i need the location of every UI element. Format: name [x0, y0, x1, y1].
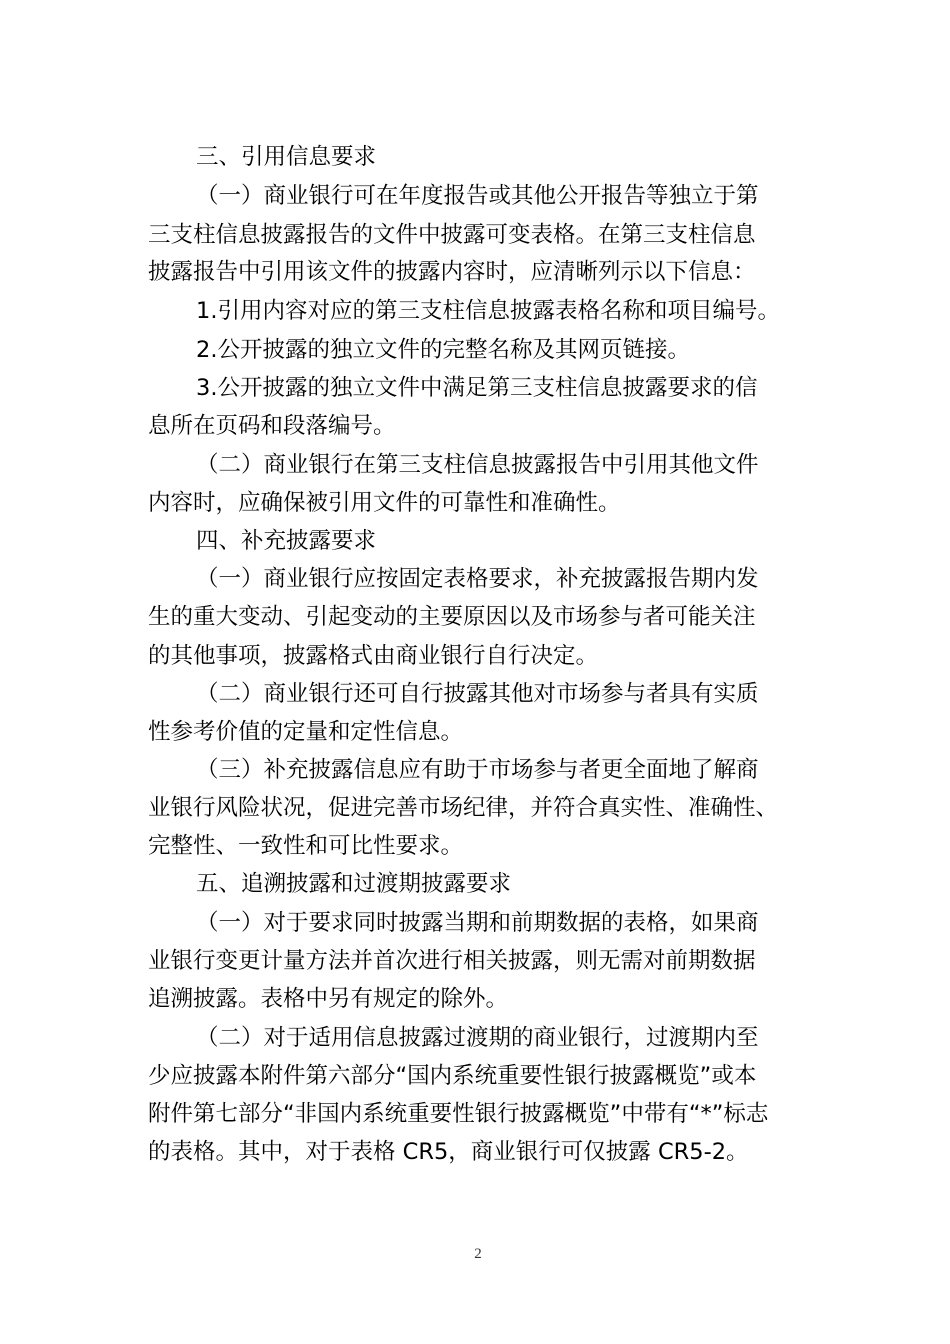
paragraph-line: （三）补充披露信息应有助于市场参与者更全面地了解商: [196, 757, 759, 783]
paragraph-line: （二）商业银行在第三支柱信息披露报告中引用其他文件: [196, 452, 759, 478]
paragraph-line: 性参考价值的定量和定性信息。: [148, 719, 464, 745]
list-item: 1.引用内容对应的第三支柱信息披露表格名称和项目编号。: [196, 298, 780, 324]
section-heading: 四、补充披露要求: [196, 528, 377, 554]
paragraph-line: 生的重大变动、引起变动的主要原因以及市场参与者可能关注: [148, 604, 756, 630]
paragraph-line: 附件第七部分“非国内系统重要性银行披露概览”中带有“*”标志: [148, 1101, 769, 1127]
paragraph-line: （二）商业银行还可自行披露其他对市场参与者具有实质: [196, 681, 759, 707]
paragraph-line: 业银行变更计量方法并首次进行相关披露，则无需对前期数据: [148, 948, 756, 974]
section-heading: 三、引用信息要求: [196, 144, 377, 170]
paragraph-line: 追溯披露。表格中另有规定的除外。: [148, 986, 509, 1012]
paragraph-line: 息所在页码和段落编号。: [148, 413, 396, 439]
paragraph-line: 三支柱信息披露报告的文件中披露可变表格。在第三支柱信息: [148, 222, 756, 248]
paragraph-line: 完整性、一致性和可比性要求。: [148, 833, 464, 859]
list-item: 3.公开披露的独立文件中满足第三支柱信息披露要求的信: [196, 375, 758, 401]
paragraph-line: 的其他事项，披露格式由商业银行自行决定。: [148, 643, 599, 669]
section-heading: 五、追溯披露和过渡期披露要求: [196, 871, 512, 897]
paragraph-line: （一）商业银行应按固定表格要求，补充披露报告期内发: [196, 566, 759, 592]
list-item: 2.公开披露的独立文件的完整名称及其网页链接。: [196, 337, 690, 363]
page-number: 2: [474, 1246, 482, 1262]
paragraph-line: 的表格。其中，对于表格 CR5，商业银行可仅披露 CR5-2。: [148, 1139, 749, 1165]
paragraph-line: 披露报告中引用该文件的披露内容时，应清晰列示以下信息：: [148, 259, 756, 285]
paragraph-line: （一）商业银行可在年度报告或其他公开报告等独立于第: [196, 183, 759, 209]
paragraph-line: 内容时，应确保被引用文件的可靠性和准确性。: [148, 490, 621, 516]
paragraph-line: （一）对于要求同时披露当期和前期数据的表格，如果商: [196, 910, 759, 936]
paragraph-line: （二）对于适用信息披露过渡期的商业银行，过渡期内至: [196, 1025, 759, 1051]
paragraph-line: 业银行风险状况，促进完善市场纪律，并符合真实性、准确性、: [148, 795, 779, 821]
paragraph-line: 少应披露本附件第六部分“国内系统重要性银行披露概览”或本: [148, 1063, 757, 1089]
